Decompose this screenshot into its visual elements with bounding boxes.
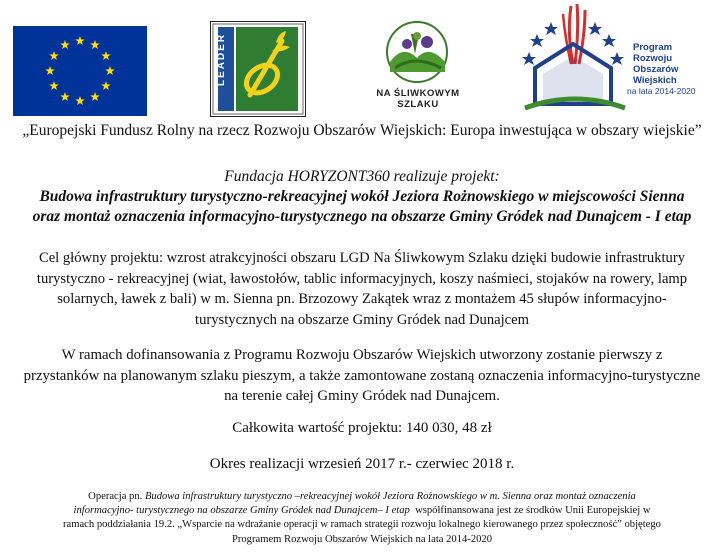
funding-line-1: W ramach dofinansowania z Programu Rozwoju Obszarów Wiejskich utworzony zostanie pierwszy z (61, 347, 663, 363)
logo-bar (0, 0, 724, 122)
goal-line-4: turystycznych na obszarze Gminy Gródek nad Dunajcem (195, 311, 529, 328)
prow-logo-text (627, 42, 696, 97)
prow-line-5: na lata 2014-2020 (627, 86, 696, 96)
footer-line-2-rest: współfinansowana jest ze środków Unii Europejskiej w (409, 505, 651, 517)
footer-line-2 (0, 504, 724, 518)
prow-line-2: Rozwoju (633, 53, 673, 64)
goal-line-2: turystyczno - rekreacyjnej (wiat, ławostołów, tablic informacyjnych, koszy naśmieci, stojaków na rowery, lamp (36, 270, 688, 287)
na-sliwkowym-szlaku-logo (355, 14, 480, 118)
footer-line-3: ramach poddziałania 19.2. „Wsparcie na wdrażanie operacji w ramach strategii rozwoju lokalnego kierowanego przez społeczność” objętego (63, 519, 661, 531)
funding-line-2: przystanków na planowanym szlaku pieszym, a także zamontowane zostaną oznaczenia informacyjno-turystyczne (23, 367, 701, 384)
funding-description (0, 345, 724, 407)
total-value: Całkowita wartość projektu: 140 030, 48 zł (232, 420, 492, 436)
project-title-line-2: oraz montaż oznaczenia informacyjno-turystycznego na obszarze Gminy Gródek nad Dunajcem - I etap (32, 208, 692, 225)
project-title-line-1: Budowa infrastruktury turystyczno-rekreacyjnej wokół Jeziora Rożnowskiego w miejscowości Sienna (39, 188, 685, 205)
goal-line-3: solarnych, ławek z bali) w m. Sienna pn. Brzozowy Zakątek wraz z montażem 45 słupów informacyjno- (57, 291, 667, 307)
leader-logo-text (216, 66, 227, 86)
project-goal (0, 248, 724, 330)
prow-logo (515, 4, 705, 116)
na-sliwkowym-szlaku-text: NA ŚLIWKOWYM SZLAKU (376, 88, 460, 110)
intro-text: Fundacja HORYZONT360 realizuje projekt: (224, 168, 500, 185)
project-title (0, 187, 724, 227)
prow-line-4: Wiejskich (633, 75, 677, 86)
footer-line-1-prefix: Operacja pn. (88, 491, 145, 502)
leader-logo (210, 21, 306, 117)
footer-line-4: Programem Rozwoju Obszarów Wiejskich na lata 2014-2020 (231, 533, 493, 545)
footer-line-2-title: informacyjno- turystycznego na obszarze Gminy Gródek nad Dunajcem– I etap (73, 505, 410, 517)
eu-fund-caption: „Europejski Fundusz Rolny na rzecz Rozwoju Obszarów Wiejskich: Europa inwestująca w obszary wiejskie” (22, 122, 702, 139)
prow-line-1: Program (633, 42, 673, 53)
footer-line-1 (0, 490, 724, 504)
prow-line-3: Obszarów (633, 64, 679, 75)
funding-line-3: na terenie całej Gminy Gródek nad Dunajcem. (224, 388, 500, 404)
realization-period: Okres realizacji wrzesień 2017 r.- czerwiec 2018 r. (209, 456, 515, 472)
eu-flag-icon (13, 26, 147, 116)
goal-line-1: Cel główny projektu: wzrost atrakcyjności obszaru LGD Na Śliwkowym Szlaku dzięki budowie infrastruktury (38, 250, 686, 266)
footer-line-1-title: Budowa infrastruktury turystyczno –rekreacyjnej wokół Jeziora Rożnowskiego w m. Sienna oraz montaż oznaczenia (144, 491, 636, 502)
footer-note (0, 490, 724, 547)
